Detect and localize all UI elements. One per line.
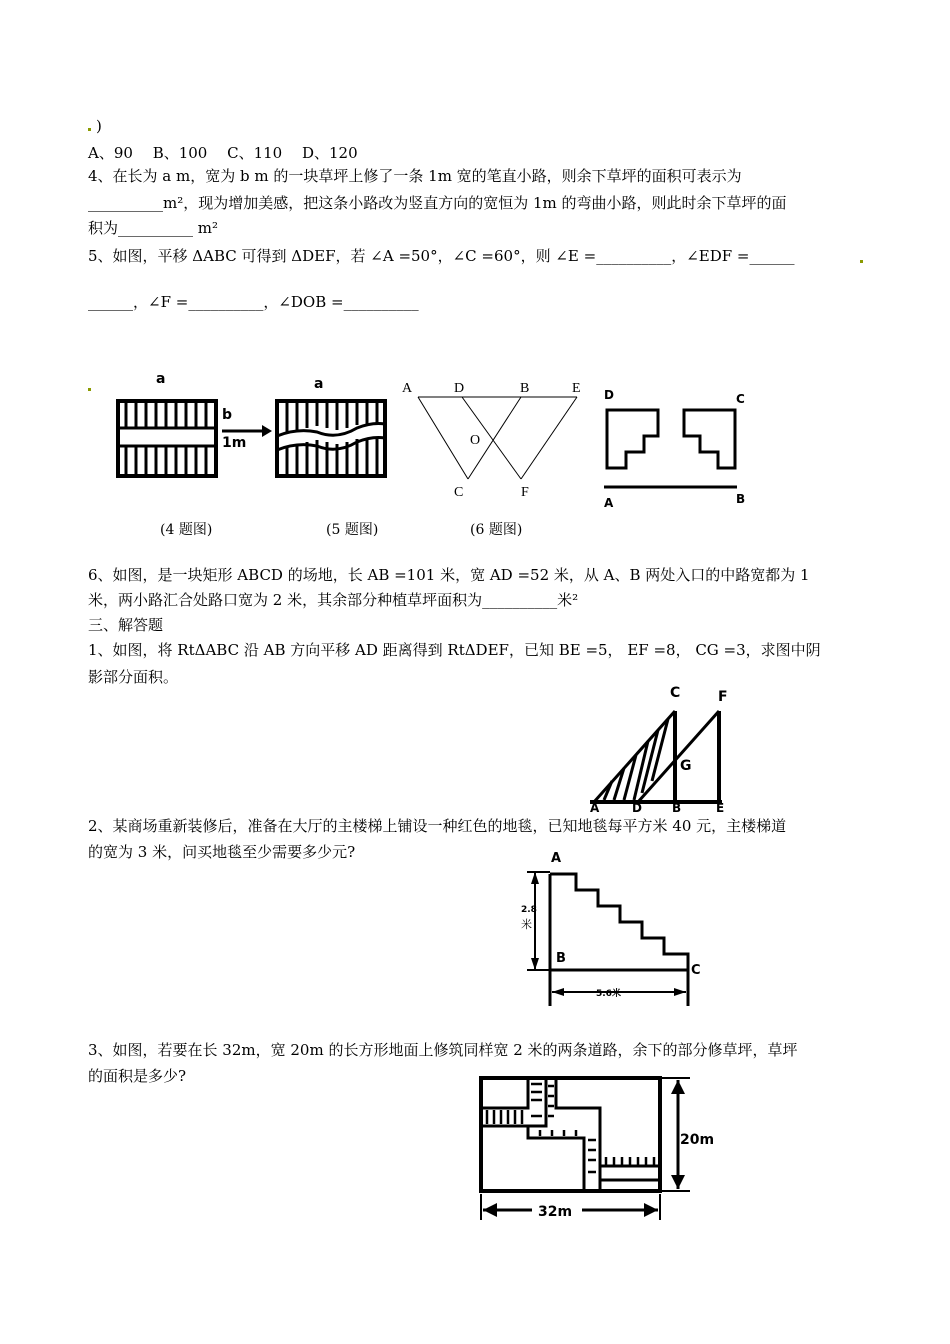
- q1-G: G: [680, 758, 692, 774]
- q5-line2: ______，∠F =__________，∠DOB =__________: [88, 293, 419, 311]
- fig4-label-b: b: [222, 407, 233, 423]
- q1-B: B: [672, 801, 682, 815]
- q5-line1: 5、如图，平移 ΔABC 可得到 ΔDEF，若 ∠A =50°，∠C =60°，则 ∠E =__________，∠EDF =______: [88, 247, 795, 265]
- q3-figure: [481, 1078, 714, 1220]
- section-3-heading: 三、解答题: [88, 616, 164, 634]
- fig4-label-a1: a: [156, 371, 166, 387]
- q2-height: 2.8: [521, 905, 537, 915]
- sq2-line1: 2、某商场重新装修后，准备在大厅的主楼梯上铺设一种红色的地毯，已知地毯每平方米 40 元，主楼梯道: [88, 817, 787, 835]
- q4-line3: 积为__________ m²: [88, 219, 219, 237]
- marker-dot-2: [860, 260, 863, 263]
- q2-figure: [521, 851, 701, 1006]
- fig5-E: E: [572, 381, 581, 396]
- q2-height-unit: 米: [521, 918, 532, 931]
- fig6-diagram: [604, 388, 745, 510]
- fig5-A: A: [402, 381, 413, 396]
- q1-E: E: [716, 801, 725, 815]
- q2-C: C: [691, 963, 701, 978]
- q2-B: B: [556, 951, 566, 966]
- fig5-diagram: [402, 381, 581, 500]
- q4-line2: __________m²，现为增加美感，把这条小路改为竖直方向的宽恒为 1m 的弯曲小路，则此时余下草坪的面: [88, 194, 787, 212]
- q1-F: F: [718, 689, 728, 705]
- sq1-line1: 1、如图，将 RtΔABC 沿 AB 方向平移 AD 距离得到 RtΔDEF，已知 BE =5， EF =8， CG =3，求图中阴: [88, 641, 821, 659]
- sq2-line2: 的宽为 3 米，问买地毯至少需要多少元?: [88, 843, 356, 861]
- q6-line1: 6、如图，是一块矩形 ABCD 的场地，长 AB =101 米，宽 AD =52 米，从 A、B 两处入口的中路宽都为 1: [88, 566, 810, 584]
- fig6-A: A: [604, 496, 614, 510]
- fig4-label-a2: a: [314, 376, 324, 392]
- sq3-line2: 的面积是多少?: [88, 1067, 187, 1085]
- fig6-D: D: [604, 388, 614, 402]
- marker-dot-3: [88, 388, 91, 391]
- caption-fig5: (5 题图): [326, 522, 379, 538]
- q1-C: C: [670, 685, 681, 701]
- fig6-B: B: [736, 492, 746, 506]
- q1-figure: [590, 685, 728, 815]
- q1-A: A: [590, 801, 600, 815]
- fig5-O: O: [470, 433, 481, 448]
- sq1-line2: 影部分面积。: [88, 668, 179, 686]
- sq3-line1: 3、如图，若要在长 32m，宽 20m 的长方形地面上修筑同样宽 2 米的两条道路，余下的部分修草坪，草坪: [88, 1041, 798, 1059]
- paren-line: ): [96, 117, 102, 135]
- fig5-B: B: [520, 381, 530, 396]
- q3-height: 20m: [680, 1132, 715, 1148]
- fig5-D: D: [454, 381, 465, 396]
- fig4-diagram: [118, 371, 385, 476]
- q1-D: D: [632, 801, 642, 815]
- caption-fig6: (6 题图): [470, 522, 523, 538]
- q3-width: 32m: [538, 1204, 573, 1220]
- q3-options: A、90 B、100 C、110 D、120: [88, 144, 358, 162]
- q6-line2: 米，两小路汇合处路口宽为 2 米，其余部分种植草坪面积为__________米²: [88, 591, 579, 609]
- fig4-label-1m: 1m: [222, 435, 247, 451]
- fig6-C: C: [736, 392, 745, 406]
- fig5-F: F: [521, 485, 529, 500]
- q4-line1: 4、在长为 a m，宽为 b m 的一块草坪上修了一条 1m 宽的笔直小路，则余下草坪的面积可表示为: [88, 167, 742, 185]
- caption-fig4: (4 题图): [160, 522, 213, 538]
- fig5-C: C: [454, 485, 464, 500]
- q2-A: A: [551, 851, 562, 866]
- q2-width: 5.6米: [596, 989, 621, 999]
